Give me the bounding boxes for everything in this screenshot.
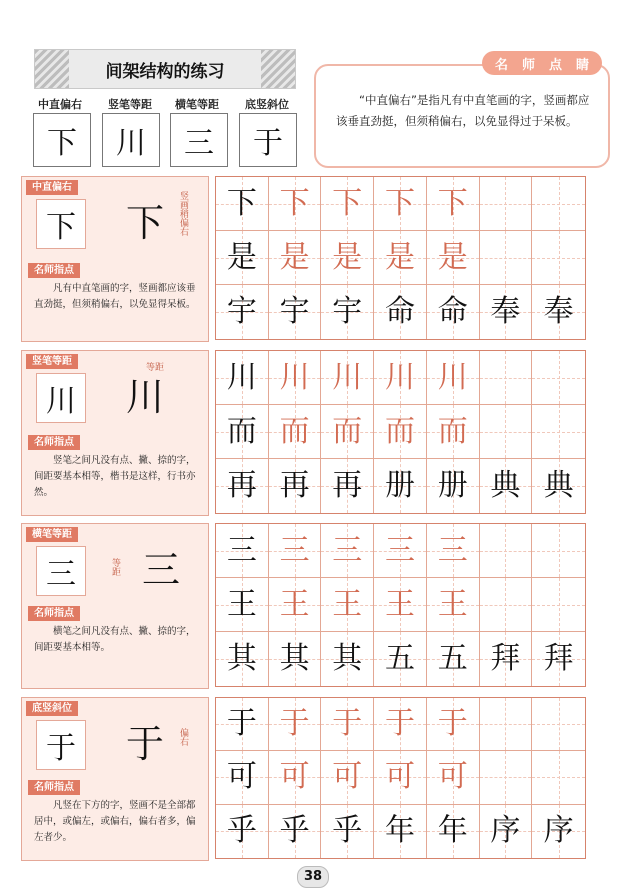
practice-cell bbox=[321, 351, 374, 405]
practice-grid-1 bbox=[215, 176, 586, 340]
model-character: 其 bbox=[332, 641, 363, 676]
model-character: 再 bbox=[226, 468, 257, 503]
practice-cell bbox=[427, 459, 480, 513]
practice-cell bbox=[216, 578, 269, 632]
practice-cell bbox=[321, 632, 374, 686]
trace-character: 可 bbox=[279, 759, 310, 795]
practice-cell bbox=[427, 177, 480, 231]
model-character: 川 bbox=[226, 359, 257, 395]
model-character: 拜 bbox=[490, 641, 521, 676]
top-sample-box-2: 川 bbox=[102, 113, 160, 167]
trace-character: 王 bbox=[384, 586, 415, 622]
practice-cell bbox=[532, 698, 585, 751]
section-1-teacher-label: 名师指点 bbox=[28, 263, 80, 278]
trace-character: 是 bbox=[332, 239, 363, 275]
top-sample-box-3: 三 bbox=[170, 113, 228, 167]
tip-badge-char-1: 名 bbox=[494, 57, 508, 73]
trace-character: 可 bbox=[384, 759, 415, 795]
practice-cell bbox=[321, 285, 374, 339]
practice-cell bbox=[321, 459, 374, 513]
practice-cell bbox=[427, 405, 480, 459]
practice-cell bbox=[374, 524, 427, 578]
practice-cell bbox=[321, 405, 374, 459]
practice-cell bbox=[216, 405, 269, 459]
practice-cell bbox=[532, 285, 585, 339]
section-2-sample-char: 川 bbox=[36, 373, 86, 423]
section-2-big-char: 川 bbox=[126, 375, 165, 419]
trace-character: 三 bbox=[437, 532, 468, 568]
page-title: 间架结构的练习 bbox=[105, 61, 225, 82]
model-character: 乎 bbox=[226, 813, 257, 849]
section-4-tag: 底竖斜位 bbox=[26, 701, 78, 716]
trace-character: 下 bbox=[384, 185, 415, 221]
practice-cell bbox=[216, 698, 269, 751]
model-character: 奉 bbox=[543, 294, 574, 329]
top-sample-label-2: 竖笔等距 bbox=[108, 98, 152, 111]
practice-cell bbox=[374, 177, 427, 231]
section-2-teacher-label: 名师指点 bbox=[28, 435, 80, 450]
trace-character: 三 bbox=[279, 532, 310, 568]
top-sample-label-1: 中直偏右 bbox=[38, 98, 82, 111]
trace-character: 而 bbox=[332, 413, 363, 449]
practice-cell bbox=[216, 285, 269, 339]
practice-cell bbox=[427, 698, 480, 751]
section-4-sample-char: 于 bbox=[36, 720, 86, 770]
trace-character: 川 bbox=[332, 359, 363, 395]
practice-cell bbox=[480, 459, 533, 513]
practice-cell bbox=[269, 459, 322, 513]
model-character: 乎 bbox=[332, 813, 363, 849]
teacher-tip-text: “中直偏右”是指凡有中直笔画的字，竖画都应该垂直劲挺，但须稍偏右，以免显得过于呆板。 bbox=[336, 93, 590, 128]
model-character: 再 bbox=[332, 468, 363, 503]
section-1-big-char: 下 bbox=[126, 201, 165, 245]
model-character: 奉 bbox=[490, 294, 521, 329]
top-sample-box-4: 于 bbox=[239, 113, 297, 167]
section-1-sample-char: 下 bbox=[36, 199, 86, 249]
practice-cell bbox=[480, 231, 533, 285]
trace-character: 于 bbox=[279, 706, 310, 742]
practice-cell bbox=[216, 351, 269, 405]
section-3-description: 横笔之间凡没有点、撇、捺的字，间距要基本相等。 bbox=[34, 626, 196, 653]
model-character: 册 bbox=[437, 468, 468, 503]
practice-cell bbox=[374, 405, 427, 459]
practice-cell bbox=[374, 459, 427, 513]
practice-grid-4 bbox=[215, 697, 586, 859]
practice-cell bbox=[480, 805, 533, 858]
practice-cell bbox=[216, 231, 269, 285]
trace-character: 王 bbox=[279, 586, 310, 622]
practice-cell bbox=[374, 231, 427, 285]
trace-character: 川 bbox=[279, 359, 310, 395]
trace-character: 下 bbox=[279, 185, 310, 221]
teacher-tip-badge bbox=[482, 51, 602, 75]
trace-character: 三 bbox=[384, 532, 415, 568]
practice-cell bbox=[480, 177, 533, 231]
practice-cell bbox=[321, 805, 374, 858]
practice-cell bbox=[374, 698, 427, 751]
practice-cell bbox=[532, 459, 585, 513]
teacher-tip-box bbox=[314, 64, 610, 168]
practice-cell bbox=[269, 285, 322, 339]
top-sample-label-4: 底竖斜位 bbox=[245, 98, 289, 111]
section-1-panel bbox=[21, 176, 209, 342]
trace-character: 川 bbox=[384, 359, 415, 395]
practice-cell bbox=[532, 524, 585, 578]
practice-cell bbox=[216, 459, 269, 513]
model-character: 其 bbox=[226, 641, 257, 676]
practice-cell bbox=[480, 578, 533, 632]
section-3-big-char: 三 bbox=[142, 548, 181, 592]
trace-character: 可 bbox=[332, 759, 363, 795]
practice-cell bbox=[374, 805, 427, 858]
section-3-teacher-label: 名师指点 bbox=[28, 606, 80, 621]
practice-cell bbox=[269, 698, 322, 751]
practice-cell bbox=[480, 524, 533, 578]
practice-cell bbox=[374, 351, 427, 405]
practice-cell bbox=[269, 351, 322, 405]
practice-cell bbox=[269, 805, 322, 858]
practice-cell bbox=[480, 698, 533, 751]
practice-cell bbox=[321, 698, 374, 751]
trace-character: 而 bbox=[384, 413, 415, 449]
model-character: 年 bbox=[384, 813, 415, 849]
practice-cell bbox=[480, 285, 533, 339]
practice-grid-2 bbox=[215, 350, 586, 514]
model-character: 五 bbox=[437, 641, 468, 676]
trace-character: 而 bbox=[279, 413, 310, 449]
practice-cell bbox=[532, 578, 585, 632]
practice-cell bbox=[427, 285, 480, 339]
practice-cell bbox=[374, 285, 427, 339]
section-3-tag: 横笔等距 bbox=[26, 527, 78, 542]
trace-character: 而 bbox=[437, 413, 468, 449]
practice-cell bbox=[427, 578, 480, 632]
practice-cell bbox=[427, 805, 480, 858]
practice-cell bbox=[269, 231, 322, 285]
practice-cell bbox=[427, 524, 480, 578]
section-2-description: 竖笔之间凡没有点、撇、捺的字，间距要基本相等，楷书是这样，行书亦然。 bbox=[34, 455, 196, 498]
model-character: 五 bbox=[384, 641, 415, 676]
practice-cell bbox=[216, 632, 269, 686]
section-4-description: 凡竖在下方的字，竖画不是全部都居中，或偏左，或偏右，偏右者多，偏左者少。 bbox=[34, 800, 196, 843]
model-character: 宇 bbox=[226, 294, 257, 329]
model-character: 命 bbox=[384, 294, 415, 329]
practice-cell bbox=[269, 405, 322, 459]
practice-cell bbox=[269, 751, 322, 804]
model-character: 于 bbox=[226, 706, 257, 742]
practice-cell bbox=[216, 524, 269, 578]
practice-cell bbox=[427, 751, 480, 804]
model-character: 拜 bbox=[543, 641, 574, 676]
model-character: 宇 bbox=[332, 294, 363, 329]
practice-grid-3 bbox=[215, 523, 586, 687]
model-character: 命 bbox=[437, 294, 468, 329]
practice-cell bbox=[321, 177, 374, 231]
trace-character: 下 bbox=[332, 185, 363, 221]
section-4-big-char: 于 bbox=[126, 722, 165, 766]
model-character: 宇 bbox=[279, 294, 310, 329]
model-character: 典 bbox=[490, 468, 521, 503]
practice-cell bbox=[532, 177, 585, 231]
model-character: 再 bbox=[279, 468, 310, 503]
model-character: 其 bbox=[279, 641, 310, 676]
model-character: 三 bbox=[226, 532, 257, 568]
practice-cell bbox=[374, 578, 427, 632]
practice-cell bbox=[532, 351, 585, 405]
practice-cell bbox=[321, 524, 374, 578]
model-character: 年 bbox=[437, 813, 468, 849]
practice-cell bbox=[427, 231, 480, 285]
practice-cell bbox=[480, 751, 533, 804]
trace-character: 于 bbox=[437, 706, 468, 742]
section-4-teacher-label: 名师指点 bbox=[28, 780, 80, 795]
top-sample-label-3: 横笔等距 bbox=[175, 98, 219, 111]
section-2-panel bbox=[21, 350, 209, 516]
trace-character: 于 bbox=[332, 706, 363, 742]
trace-character: 川 bbox=[437, 359, 468, 395]
model-character: 王 bbox=[226, 586, 257, 622]
section-1-description: 凡有中直笔画的字，竖画都应该垂直劲挺，但须稍偏右，以免显得呆板。 bbox=[34, 283, 196, 310]
model-character: 下 bbox=[226, 185, 257, 221]
practice-cell bbox=[532, 805, 585, 858]
section-3-note: 等距 bbox=[110, 558, 120, 576]
trace-character: 是 bbox=[437, 239, 468, 275]
practice-cell bbox=[374, 751, 427, 804]
practice-cell bbox=[269, 578, 322, 632]
model-character: 而 bbox=[226, 413, 257, 449]
practice-cell bbox=[480, 632, 533, 686]
model-character: 册 bbox=[384, 468, 415, 503]
trace-character: 于 bbox=[384, 706, 415, 742]
practice-cell bbox=[427, 632, 480, 686]
practice-cell bbox=[480, 405, 533, 459]
tip-badge-char-4: 睛 bbox=[575, 57, 589, 73]
practice-cell bbox=[216, 805, 269, 858]
practice-cell bbox=[321, 231, 374, 285]
practice-cell bbox=[269, 632, 322, 686]
model-character: 乎 bbox=[279, 813, 310, 849]
practice-cell bbox=[269, 524, 322, 578]
title-stripe-left bbox=[35, 50, 69, 88]
practice-cell bbox=[321, 751, 374, 804]
model-character: 可 bbox=[226, 759, 257, 795]
practice-cell bbox=[216, 177, 269, 231]
page-number: 38 bbox=[297, 866, 329, 888]
top-sample-box-1: 下 bbox=[33, 113, 91, 167]
section-3-sample-char: 三 bbox=[36, 546, 86, 596]
practice-cell bbox=[269, 177, 322, 231]
trace-character: 王 bbox=[332, 586, 363, 622]
practice-cell bbox=[532, 632, 585, 686]
model-character: 序 bbox=[543, 813, 574, 849]
trace-character: 三 bbox=[332, 532, 363, 568]
practice-cell bbox=[321, 578, 374, 632]
practice-cell bbox=[480, 351, 533, 405]
model-character: 序 bbox=[490, 813, 521, 849]
trace-character: 王 bbox=[437, 586, 468, 622]
section-4-panel bbox=[21, 697, 209, 861]
section-2-tag: 竖笔等距 bbox=[26, 354, 78, 369]
title-stripe-right bbox=[261, 50, 295, 88]
practice-cell bbox=[532, 405, 585, 459]
section-4-note: 偏右 bbox=[178, 728, 188, 746]
tip-badge-char-2: 师 bbox=[521, 57, 535, 73]
trace-character: 可 bbox=[437, 759, 468, 795]
trace-character: 是 bbox=[384, 239, 415, 275]
trace-character: 下 bbox=[437, 185, 468, 221]
section-2-note: 等距 bbox=[146, 363, 165, 373]
model-character: 典 bbox=[543, 468, 574, 503]
practice-cell bbox=[216, 751, 269, 804]
section-1-tag: 中直偏右 bbox=[26, 180, 78, 195]
trace-character: 是 bbox=[279, 239, 310, 275]
practice-cell bbox=[374, 632, 427, 686]
tip-badge-char-3: 点 bbox=[548, 57, 562, 73]
practice-cell bbox=[532, 751, 585, 804]
practice-cell bbox=[532, 231, 585, 285]
section-3-panel bbox=[21, 523, 209, 689]
model-character: 是 bbox=[226, 239, 257, 275]
section-1-note: 竖画稍偏右 bbox=[178, 191, 188, 236]
practice-cell bbox=[427, 351, 480, 405]
page-title-banner bbox=[34, 49, 296, 89]
